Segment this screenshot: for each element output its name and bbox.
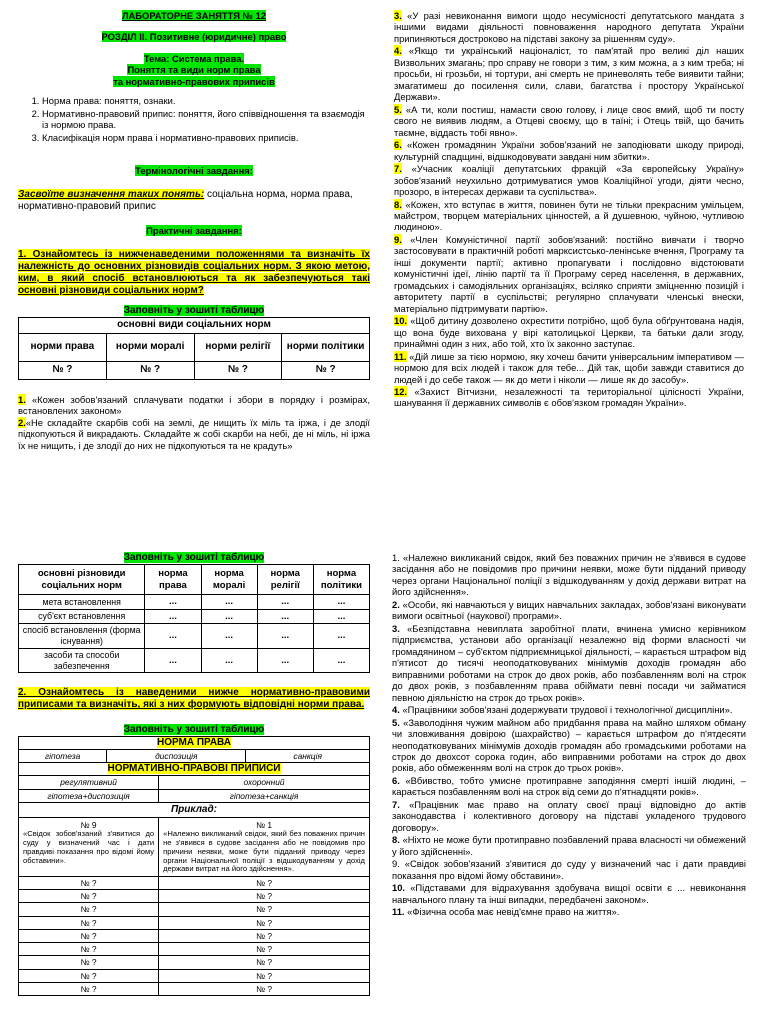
- table2-cell: ...: [145, 648, 201, 672]
- table2-row-header: спосіб встановлення (форма існування): [19, 624, 145, 648]
- norm-item-11: [394, 351, 744, 385]
- item-number: 1.: [392, 552, 400, 563]
- item-text: «Щоб дитину дозволено охрестити потрібно, щоб була обґрунтована надія, що вона буде вихована у вірі католицької Церкви, та батьки дали згоду, принаймні один з них, або той, хто їх законно заступає.: [394, 315, 744, 350]
- norm-features-table: [18, 564, 370, 673]
- blank-cell: № ?: [159, 956, 370, 969]
- prescription-item-4: [392, 704, 746, 715]
- item-number: 4.: [392, 704, 400, 716]
- item-number: 5.: [394, 103, 402, 115]
- blank-cell: № ?: [159, 929, 370, 942]
- prescription-item-1: [392, 552, 746, 598]
- norm-item-1: [18, 394, 370, 417]
- table1-header: норми політики: [282, 333, 370, 361]
- item-number: 7.: [394, 163, 402, 175]
- table2-cell: ...: [313, 624, 369, 648]
- table2-row-header: мета встановлення: [19, 595, 145, 610]
- blank-cell: № ?: [19, 890, 159, 903]
- table2-cell: ...: [145, 609, 201, 624]
- prescription-item-5: [392, 717, 746, 774]
- norm-item-12: [394, 386, 744, 409]
- item-text: «У разі невиконання вимоги щодо несумісності депутатського мандата з іншими видами діяльності повноваження народного депутата України припиняються достроково на підставі закону за рішенням суду».: [394, 10, 744, 44]
- table2-corner: основні різновиди соціальних норм: [19, 565, 145, 595]
- blank-cell: № ?: [159, 982, 370, 995]
- item-number: 6.: [394, 139, 402, 151]
- item-number: 8.: [394, 198, 402, 210]
- social-norms-table: [18, 317, 370, 379]
- item-text: «Особи, які навчаються у вищих навчальних закладах, зобов'язані виконувати вимоги освітньої (наукової) програми».: [392, 598, 746, 622]
- item-text: «Заволодіння чужим майном або придбання права на майно шляхом обману чи зловживання довірою (шахрайство) – карається штрафом до п'ятдесяти неоподатковуваних мінімумів доходів громадян або громадськими роботами на строк до двохсот сорока годин, або виправними роботами на строк до двох років, або обмеженням волі на строк до трьох років».: [392, 716, 746, 774]
- blank-cell: № ?: [19, 969, 159, 982]
- plan-item: 2. Нормативно-правовий припис: поняття, його співвідношення та взаємодія із нормою права.: [42, 108, 370, 131]
- item-number: 2.: [18, 416, 26, 428]
- terms-heading: Термінологічні завдання:: [135, 165, 253, 177]
- prescription-item-6: [392, 775, 746, 798]
- blank-cell: № ?: [19, 956, 159, 969]
- table1-cell: № ?: [19, 361, 107, 379]
- item-text: «Підставами для відрахування здобувача вищої освіти є ... невиконання навчального плану та інші випадки, передбачені законом».: [392, 882, 746, 905]
- item-text: «Ніхто не може бути протиправно позбавлений права власності чи обмежений у його здійсненні».: [392, 834, 746, 857]
- item-number: 9.: [392, 858, 400, 870]
- item-text: «Захист Вітчизни, незалежності та територіальної цілісності України, шанування її державних символів є обов'язком громадян України».: [394, 386, 744, 409]
- item-number: 4.: [394, 45, 402, 57]
- table2-col-header: норма релігії: [257, 565, 313, 595]
- item-text: «Безпідставна невиплата заробітної плати, вчинена умисно керівником підприємства, установи або організації незалежно від форми власності чи громадянином – суб'єктом підприємницької діяльності, – карається штрафом від п'ятисот до тисячі неоподатковуваних мінімумів доходів громадян або виправними роботами на строк до двох років, або позбавленням волі на строк до двох років, з позбавленням права обіймати певні посади чи займатися певною діяльністю на строк до трьох років».: [392, 622, 746, 703]
- item-number: 5.: [392, 716, 400, 728]
- norm-item-6: [394, 139, 744, 162]
- item-text: «Працівники зобов'язані додержувати трудової і технологічної дисципліни».: [402, 704, 733, 716]
- table1-title: основні види соціальних норм: [19, 318, 370, 333]
- norm-part: санкція: [246, 749, 370, 762]
- item-text: «Вбивство, тобто умисне протиправне заподіяння смерті іншій людині, – карається позбавленням волі на строк від семи до п'ятнадцяти років».: [392, 774, 746, 798]
- prescription-composition: гіпотеза+диспозиція: [19, 789, 159, 802]
- task2-text: 2. Ознайомтесь із наведеними нижче нормативно-правовими приписами та визначіть, які з них формують відповідні норми права.: [18, 687, 370, 711]
- top-right-column: [394, 10, 744, 410]
- item-number: 6.: [392, 774, 400, 786]
- item-text: «А ти, коли постиш, намасти свою голову, і лице своє вмий, щоб ти посту свого не виявив людям, а Отцеві своєму, що в таїні; і Отець твій, що бачить таємне, віддасть тобі явно».: [394, 103, 744, 138]
- table2-cell: ...: [145, 595, 201, 610]
- item-number: 3.: [392, 622, 400, 634]
- item-text: «Свідок зобов'язаний з'явитися до суду у визначений час і дати правдиві показання про відомі йому обставини».: [392, 858, 746, 881]
- table2-caption: Заповніть у зошиті таблицю: [123, 552, 265, 563]
- item-number: 11.: [392, 906, 405, 918]
- table1-cell: № ?: [194, 361, 282, 379]
- example-left: [19, 818, 159, 877]
- table1-header: норми моралі: [106, 333, 194, 361]
- blank-cell: № ?: [159, 969, 370, 982]
- table1-cell: № ?: [106, 361, 194, 379]
- section-title: РОЗДІЛ ІІ. Позитивне (юридичне) право: [101, 31, 287, 43]
- example-right-number: № 1: [256, 820, 273, 831]
- blank-cell: № ?: [19, 982, 159, 995]
- item-text: «Належно викликаний свідок, який без поважних причин не з'явився в судове засідання або не повідомив про причини неявки, може бути підданий приводу через органи Національної поліції з відшкодуванням у дохід держави витрат на його здійснення».: [392, 552, 746, 598]
- table1-cell: № ?: [282, 361, 370, 379]
- item-text: «Фізична особа має невід'ємне право на життя».: [407, 906, 620, 918]
- practical-heading: Практичні завдання:: [146, 225, 242, 237]
- norm-item-8: [394, 199, 744, 233]
- item-text: «Учасник коаліції депутатських фракцій «За європейську Україну» зобов'язаний неухильно дотримуватися умов Коаліційної угоди, діяти чесно, прозоро, в інтересах держави та суспільства».: [394, 163, 744, 198]
- table2-cell: ...: [313, 595, 369, 610]
- top-left-column: [18, 10, 370, 451]
- prescription-item-11: [392, 906, 746, 917]
- item-text: «Не складайте скарбів собі на землі, де нищить їх міль та іржа, і де злодії підкопуються й викрадають. Складайте ж собі скарби на небі, де ні міль, ні іржа їх не нищить, і де злодії до них не підкопуються та не крадуть»: [18, 416, 370, 451]
- table1-header: норми релігії: [194, 333, 282, 361]
- prescription-item-10: [392, 882, 746, 905]
- item-text: «Кожен громадянин України зобов'язаний не заподіювати шкоду природі, культурній спадщині, відшкодовувати завдані ним збитки».: [394, 139, 744, 162]
- table2-cell: ...: [313, 609, 369, 624]
- blank-cell: № ?: [19, 916, 159, 929]
- norm-item-7: [394, 163, 744, 197]
- table2-col-header: норма політики: [313, 565, 369, 595]
- item-number: 3.: [394, 10, 402, 21]
- blank-cell: № ?: [19, 943, 159, 956]
- blank-cell: № ?: [159, 916, 370, 929]
- table2-cell: ...: [201, 624, 257, 648]
- example-label: Приклад:: [19, 802, 370, 817]
- table2-col-header: норма права: [145, 565, 201, 595]
- norm-part: диспозиція: [107, 749, 246, 762]
- table2-cell: ...: [313, 648, 369, 672]
- bottom-right-column: [392, 552, 746, 919]
- table2-cell: ...: [257, 609, 313, 624]
- example-left-text: «Свідок зобов'язаний з'явитися до суду у визначений час і дати правдиві показання про відомі йому обставини».: [23, 829, 155, 865]
- plan-list: [42, 95, 370, 143]
- prescription-kind: регулятивний: [19, 776, 159, 789]
- topic-line-1: Тема: Система права.: [143, 52, 245, 64]
- table2-cell: ...: [257, 595, 313, 610]
- table2-row-header: засоби та способи забезпечення: [19, 648, 145, 672]
- item-text: «Член Комуністичної партії зобов'язаний: постійно вивчати і творчо застосовувати в практичній роботі марксистсько-ленінське вчення, Програму та інші документи партії; активно пропагувати і послідовно відстоювати комуністичні ідеї, лінію партії та її Програму серед населення, в державних, громадських і самодіяльних організаціях, всіляко сприяти зміцненню позицій і авторитету партії в суспільстві; регулярно сплачувати членські внески, матеріально підтримувати партію».: [394, 233, 744, 314]
- table2-cell: ...: [257, 624, 313, 648]
- prescription-item-2: [392, 599, 746, 622]
- table3-title-norm: НОРМА ПРАВА: [156, 736, 231, 748]
- item-number: 2.: [392, 598, 400, 610]
- table2-col-header: норма моралі: [201, 565, 257, 595]
- table1-header: норми права: [19, 333, 107, 361]
- topic-line-2: Поняття та види норм права: [127, 64, 261, 76]
- prescription-item-3: [392, 623, 746, 703]
- item-number: 10.: [392, 882, 406, 894]
- item-number: 11.: [394, 350, 407, 362]
- task1-text: 1. Ознайомтесь із нижченаведеними положеннями та визначіть їх належність до основних різновидів соціальних норм. З якою метою, ким, в який спосіб встановлюються та як забезпечуються такі основні різновиди соціальних норм?: [18, 248, 370, 297]
- plan-item: 3. Класифікація норм права і нормативно-правових приписів.: [42, 132, 370, 143]
- example-left-number: № 9: [80, 820, 97, 831]
- item-text: «Працівник має право на оплату своєї праці відповідно до актів законодавства і колективного договору на підставі укладеного трудового договору».: [392, 798, 746, 833]
- item-number: 12.: [394, 386, 408, 397]
- prescription-item-8: [392, 834, 746, 857]
- blank-cell: № ?: [19, 903, 159, 916]
- norm-item-9: [394, 234, 744, 314]
- norm-item-5: [394, 104, 744, 138]
- lab-title: ЛАБОРАТОРНЕ ЗАНЯТТЯ № 12: [121, 10, 267, 21]
- norm-part: гіпотеза: [19, 749, 107, 762]
- norm-item-3: [394, 10, 744, 44]
- bottom-left-column: [18, 552, 370, 996]
- item-text: «Якщо ти український націоналіст, то пам'ятай про великі діл наших Визвольних змагань; про справу не говори з тим, з ким можна, а з ким треба; ні просьби, ні грозьби, ні тортури, ані смерть не приневолять тебе виявити тайни; змагатимеш до посилення сили, слави, багатства і простору Української Держави».: [394, 45, 744, 103]
- blank-cell: № ?: [159, 876, 370, 889]
- plan-item: 1. Норма права: поняття, ознаки.: [42, 95, 370, 106]
- blank-cell: № ?: [159, 890, 370, 903]
- prescription-composition: гіпотеза+санкція: [159, 789, 370, 802]
- item-text: «Кожен зобов'язаний сплачувати податки і збори в порядку і розмірах, встановлених законом»: [18, 393, 370, 417]
- blank-cell: № ?: [19, 929, 159, 942]
- blank-cell: № ?: [19, 876, 159, 889]
- example-right: [159, 818, 370, 877]
- terms-text: соціальна норма, норма права, нормативно-правовий припис: [18, 188, 353, 212]
- item-number: 1.: [18, 393, 26, 405]
- table2-cell: ...: [201, 595, 257, 610]
- example-right-text: «Належно викликаний свідок, який без поважних причин не з'явився в судове засідання або не повідомив про причини неявки, може бути підданий приводу через органи Національної поліції з відшкодуванням у дохід держави витрат на його здійснення».: [163, 829, 365, 874]
- norm-item-4: [394, 45, 744, 102]
- blank-cell: № ?: [159, 943, 370, 956]
- item-number: 7.: [392, 798, 400, 810]
- table2-cell: ...: [257, 648, 313, 672]
- norm-item-2: [18, 417, 370, 451]
- prescription-item-7: [392, 799, 746, 833]
- item-text: «Кожен, хто вступає в життя, повинен бути не тільки прекрасним умільцем, майстром, творцем матеріальних цінностей, а й душевною, чуйною, чутливою людиною».: [394, 198, 744, 233]
- table2-cell: ...: [145, 624, 201, 648]
- item-text: «Дій лише за тією нормою, яку хочеш бачити універсальним імперативом — нормою для всіх людей і також для тебе... Дій так, щоби завжди ставитися до людей і до себе також — як до мети і ніколи — лише як до засобу».: [394, 350, 744, 385]
- terms-task: [18, 189, 370, 213]
- norm-item-10: [394, 315, 744, 349]
- terms-lead: Засвоїте визначення таких понять:: [18, 188, 205, 200]
- item-number: 9.: [394, 233, 402, 245]
- prescription-item-9: [392, 858, 746, 881]
- topic-line-3: та нормативно-правових приписів: [113, 75, 275, 87]
- blank-cell: № ?: [159, 903, 370, 916]
- table3-caption: Заповніть у зошиті таблицю: [123, 723, 265, 735]
- table3-title-prescriptions: НОРМАТИВНО-ПРАВОВІ ПРИПИСИ: [107, 763, 281, 775]
- item-number: 10.: [394, 315, 408, 327]
- table2-cell: ...: [201, 648, 257, 672]
- table2-cell: ...: [201, 609, 257, 624]
- table1-caption: Заповніть у зошиті таблицю: [123, 305, 265, 317]
- item-number: 8.: [392, 834, 400, 846]
- table2-row-header: суб'єкт встановлення: [19, 609, 145, 624]
- norm-structure-table: [18, 736, 370, 996]
- prescription-kind: охоронний: [159, 776, 370, 789]
